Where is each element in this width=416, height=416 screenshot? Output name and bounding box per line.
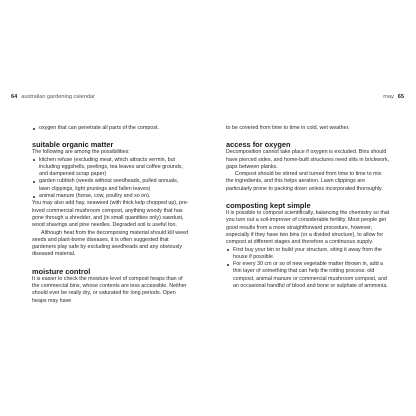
right-page-number: 65 bbox=[397, 94, 404, 100]
list-item: garden rubbish (weeds without seedheads, pulled annuals, lawn clippings, light prunings and fallen leaves) bbox=[32, 178, 190, 193]
right-running-title: may bbox=[383, 94, 394, 100]
list-item: First buy your bin or build your structure, siting it away from the house if possible. bbox=[226, 247, 390, 262]
left-page-header bbox=[11, 94, 95, 100]
section-heading-organic-matter: suitable organic matter bbox=[32, 140, 114, 150]
list-item: oxygen that can penetrate all parts of the compost. bbox=[32, 125, 190, 132]
left-page-number: 64 bbox=[11, 94, 18, 100]
list-item: For every 30 cm or so of new vegetable matter thrown in, add a thin layer of something that can help the rotting process: old compost, animal manure or commercial mushroom compost, and an occasional handful of blood and bone or sulphate of ammonia. bbox=[226, 261, 390, 290]
right-page-body bbox=[226, 125, 390, 290]
section-heading-access-for-oxygen: access for oxygen bbox=[226, 140, 291, 150]
composting-steps-list bbox=[226, 247, 390, 291]
paragraph: It is easier to check the moisture level of compost heaps than of the commercial bins, whose contents are less accessible. Neither should ever be really dry, or saturated for long periods. Open heaps may have bbox=[32, 275, 187, 304]
right-page-header bbox=[383, 94, 404, 100]
list-item: kitchen refuse (excluding meat, which attracts vermin, but including eggshells, peelings, tea leaves and coffee grounds, and dampened scrap paper) bbox=[32, 157, 190, 179]
paragraph: You may also add hay, seaweed (with thick kelp chopped up), pre-loved commercial mushroom compost, anything woody that has gone through a shredder, and (in small quantities only) sawdust, wood shavings and pine needles. Degraded soil is useful too. bbox=[32, 200, 189, 229]
left-running-title: australian gardening calendar bbox=[21, 94, 95, 100]
section-heading-composting-kept-simple: composting kept simple bbox=[226, 201, 311, 211]
paragraph: Compost should be stirred and turned from time to time to mix the ingredients, and this helps aeration. Lawn clippings are particularly prone to packing down unless incorporated thoroughly. bbox=[226, 171, 383, 192]
paragraph: The following are among the possibilities: bbox=[32, 149, 130, 156]
organic-matter-list bbox=[32, 157, 190, 201]
intro-bullet-list bbox=[32, 125, 190, 132]
paragraph: Decomposition cannot take place if oxygen is excluded. Bins should have pierced sides, and home-built structures need slits in brickwork, gaps between planks. bbox=[226, 149, 390, 170]
section-heading-moisture-control: moisture control bbox=[32, 266, 91, 276]
left-page-body bbox=[32, 125, 190, 305]
paragraph: to be covered from time to time in cold, wet weather. bbox=[226, 125, 350, 131]
list-item: animal manure (horse, cow, poultry and so on). bbox=[32, 193, 190, 200]
paragraph: Although heat from the decomposing material should kill weed seeds and plant-borne diseases, it is often suggested that gardeners play safe by excluding seedheads and any obviously diseased material. bbox=[32, 229, 189, 258]
paragraph: It is possible to compost scientifically, balancing the chemistry so that you turn out a soil-improver of considerable fertility. Most people get good results from a more straightforward procedure, however, especially if they have two bins (or a divided structure), to allow for compost at different stages and therefore a continuous supply. bbox=[226, 210, 390, 246]
